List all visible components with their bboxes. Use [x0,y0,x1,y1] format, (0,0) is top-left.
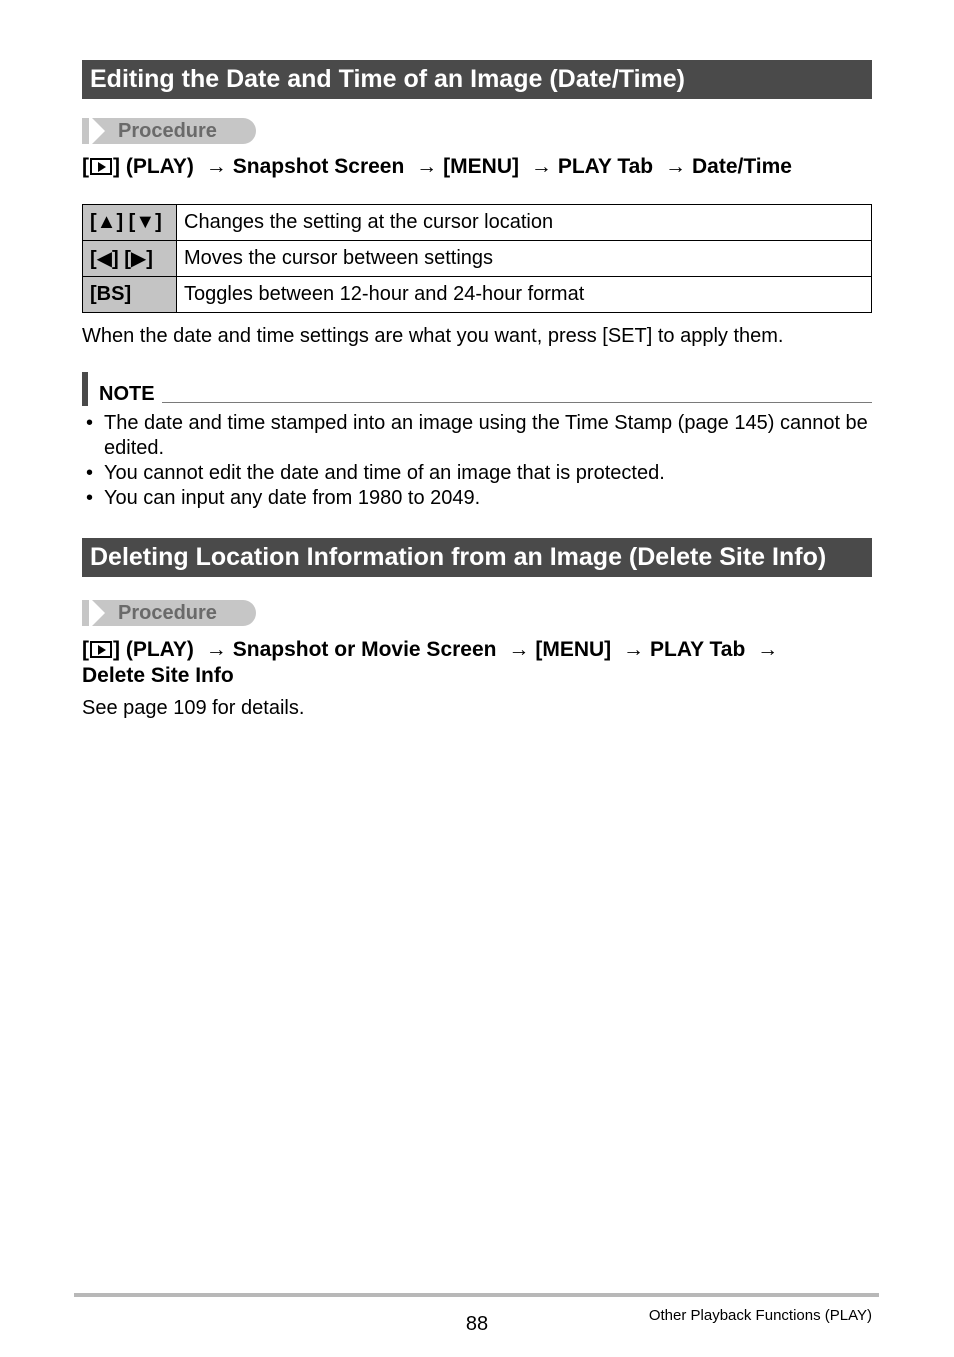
path-step: Snapshot Screen [232,155,405,178]
note-divider [162,402,872,403]
arrow-right-icon: → [757,638,779,661]
arrow-right-icon: → [623,638,644,661]
note-bar [82,372,88,406]
procedure-tab-mark [82,118,89,144]
chevron-right-icon [92,118,105,144]
arrow-right-icon: → [530,155,552,178]
section-heading-date-time: Editing the Date and Time of an Image (Date/Time) [82,60,872,99]
list-item [82,486,872,511]
note-header [82,372,872,408]
path-step: PLAY Tab [557,155,654,178]
footer-chapter-title: Other Playback Functions (PLAY) [648,1307,872,1324]
body-paragraph: When the date and time settings are what you want, press [SET] to apply them. [82,325,784,347]
path-step: Delete Site Info [82,664,234,687]
bullet-icon: • [86,487,94,509]
arrow-right-icon: → [508,638,530,661]
key-cell: [BS] [83,277,177,313]
chevron-right-icon [92,600,105,626]
bracket-open: [ [82,155,89,178]
procedure-tag [82,600,256,626]
play-icon [90,158,112,175]
list-item [82,411,872,461]
path-step: Snapshot or Movie Screen [232,638,497,661]
bullet-icon: • [86,462,94,484]
table-row [83,277,872,313]
path-step: Date/Time [691,155,792,178]
play-label: ] (PLAY) [113,638,194,661]
bullet-icon: • [86,412,94,434]
arrow-right-icon: → [205,155,227,178]
bracket-open: [ [82,638,89,661]
arrow-right-icon: → [416,155,438,178]
note-list [82,411,872,511]
arrow-right-icon: → [205,638,227,661]
note-text: The date and time stamped into an image using the Time Stamp (page 145) cannot be edited. [104,412,868,459]
section-heading-delete-site-info: Deleting Location Information from an Image (Delete Site Info) [82,538,872,577]
list-item [82,461,872,486]
procedure-tab-mark [82,600,89,626]
description-cell: Moves the cursor between settings [177,241,872,277]
footer-divider [74,1293,879,1297]
arrow-right-icon: → [664,155,686,178]
table-row [83,241,872,277]
note-label: NOTE [99,383,155,405]
menu-path [82,154,872,180]
play-icon [90,641,112,658]
procedure-label: Procedure [118,602,217,624]
description-cell: Toggles between 12-hour and 24-hour format [177,277,872,313]
procedure-tag [82,118,256,144]
menu-path [82,637,872,689]
page-number: 88 [465,1313,489,1335]
path-step: [MENU] [535,638,612,661]
key-cell: [▲] [▼] [83,205,177,241]
note-text: You can input any date from 1980 to 2049. [104,487,481,509]
body-paragraph: See page 109 for details. [82,697,305,719]
key-function-table [82,204,872,313]
table-row [83,205,872,241]
description-cell: Changes the setting at the cursor location [177,205,872,241]
procedure-label: Procedure [118,120,217,142]
note-text: You cannot edit the date and time of an image that is protected. [104,462,665,484]
path-step: [MENU] [443,155,519,178]
path-step: PLAY Tab [650,638,746,661]
play-label: ] (PLAY) [113,155,194,178]
key-cell: [◀] [▶] [83,241,177,277]
